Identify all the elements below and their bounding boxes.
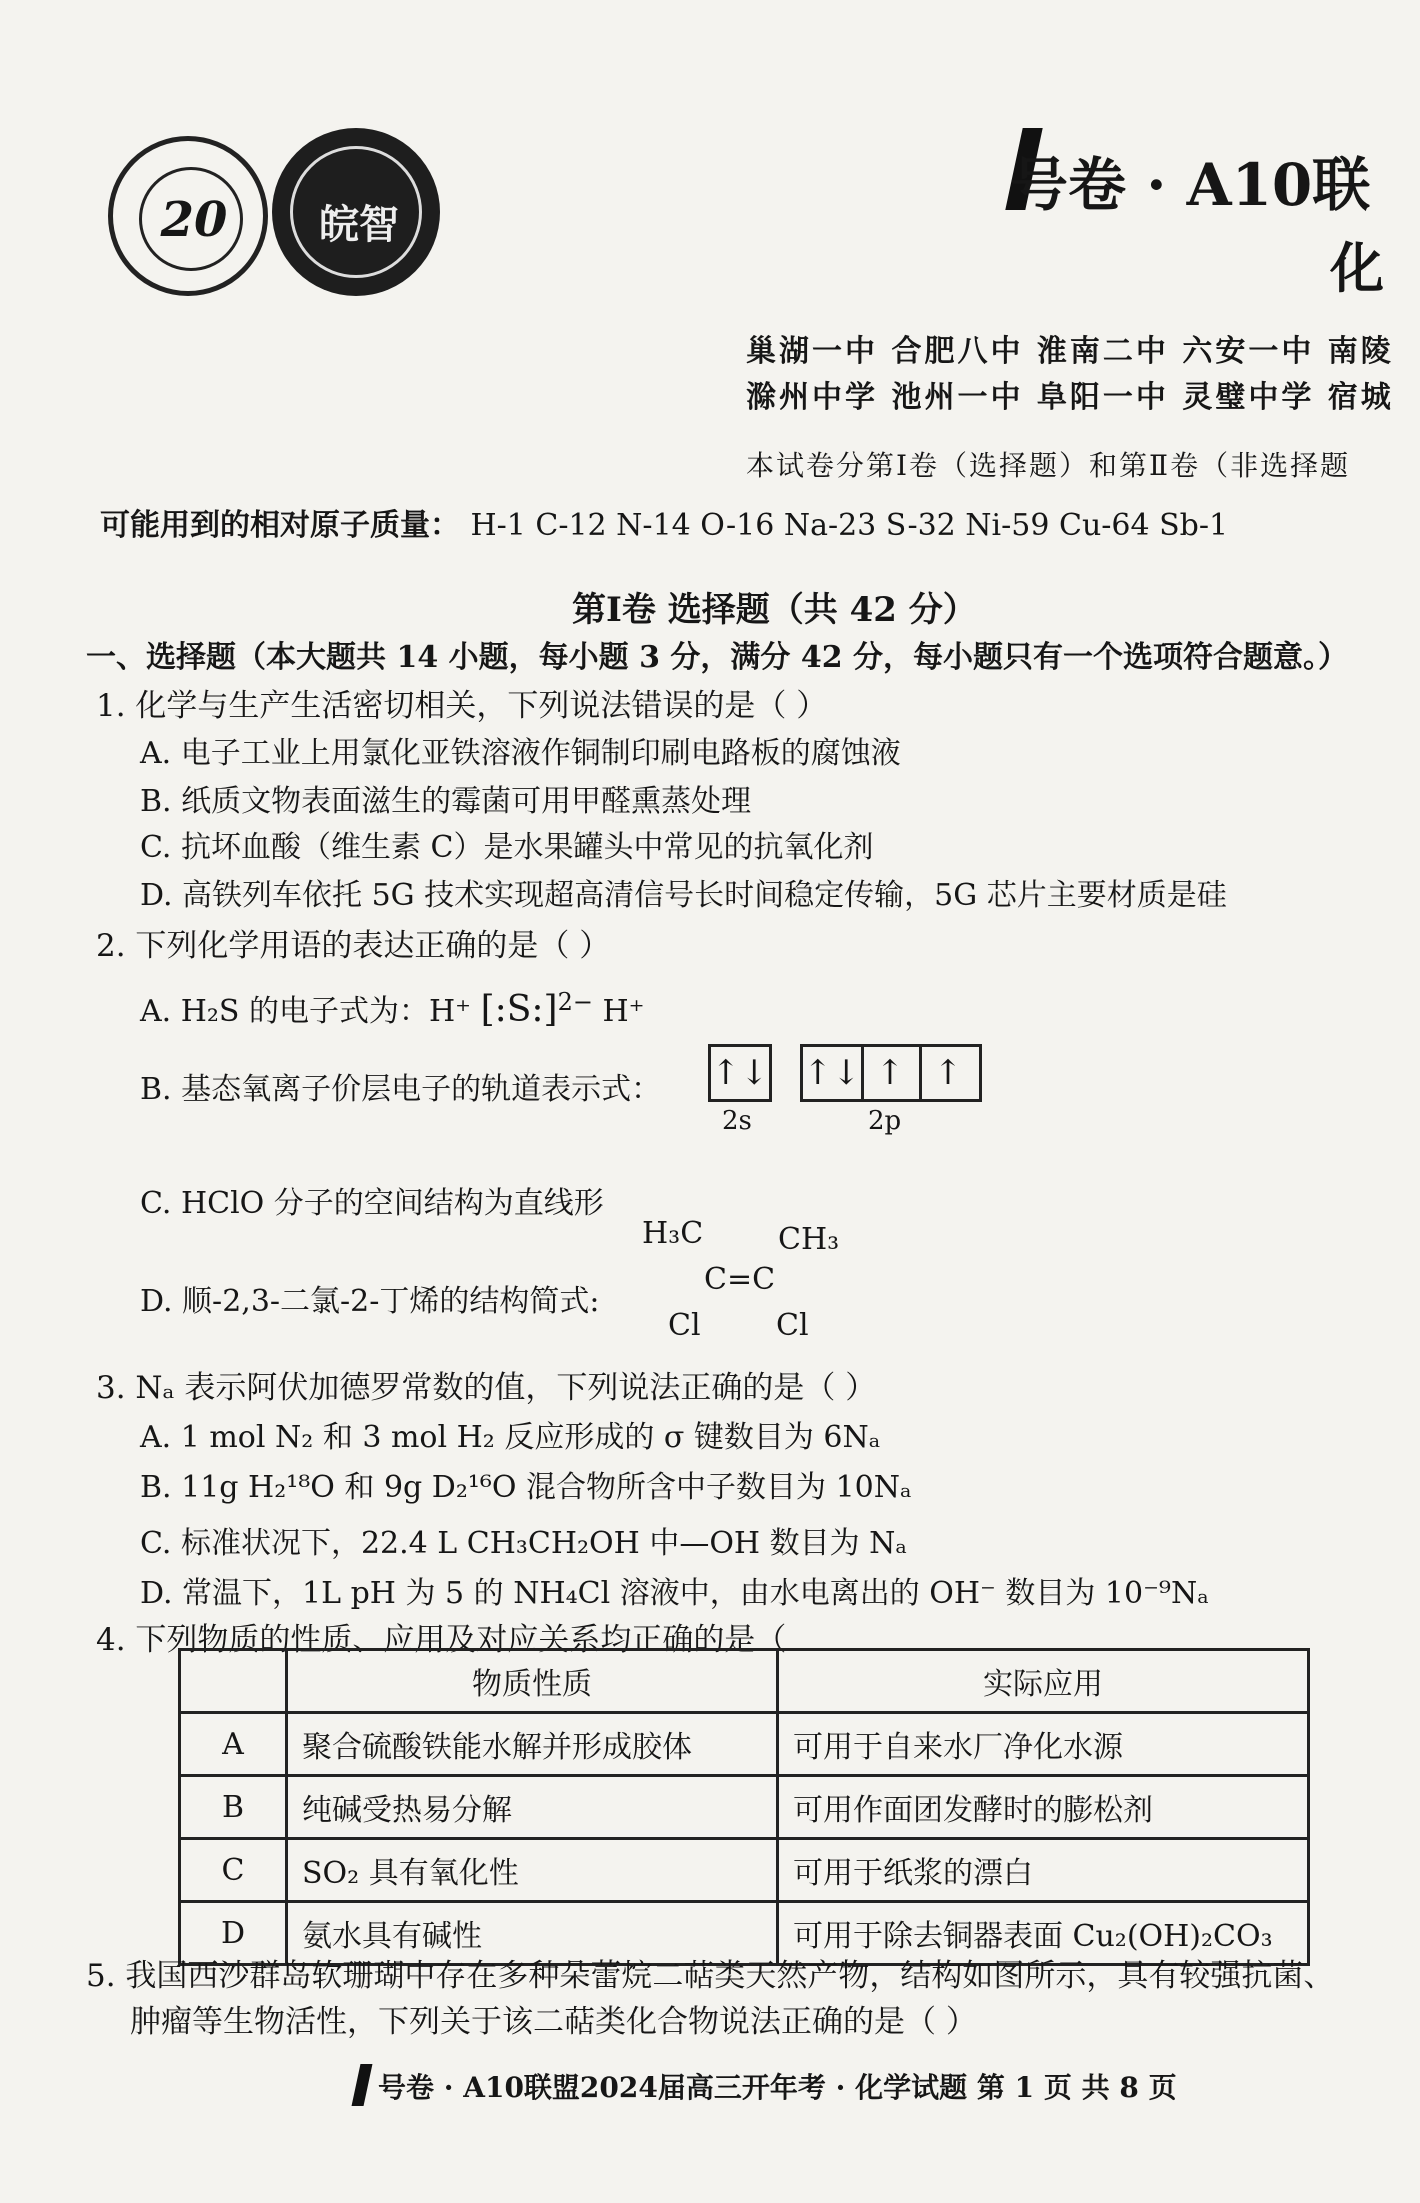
- table-cell-label: B: [180, 1776, 287, 1839]
- wanzhi-logo-ring: [290, 146, 422, 278]
- q3-option-b: B. 11g H₂¹⁸O 和 9g D₂¹⁶O 混合物所含中子数目为 10Nₐ: [140, 1470, 912, 1505]
- table-row: [180, 1839, 1309, 1902]
- q1-option-a: A. 电子工业上用氯化亚铁溶液作铜制印刷电路板的腐蚀液: [140, 736, 901, 771]
- q3-stem: 3. Nₐ 表示阿伏加德罗常数的值，下列说法正确的是（ ）: [96, 1370, 877, 1406]
- section-instruction: 一、选择题（本大题共 14 小题，每小题 3 分，满分 42 分，每小题只有一个选项符合题意。）: [86, 640, 1349, 675]
- q2-option-d: D. 顺-2,3-二氯-2-丁烯的结构简式:: [140, 1284, 600, 1319]
- q3-option-a: A. 1 mol N₂ 和 3 mol H₂ 反应形成的 σ 键数目为 6Nₐ: [140, 1420, 881, 1455]
- table-cell-label: D: [180, 1902, 287, 1965]
- table-cell-application: 可用于除去铜器表面 Cu₂(OH)₂CO₃: [778, 1902, 1309, 1965]
- footer-brand-bar-icon: [352, 2064, 373, 2106]
- page-footer: 号卷 · A10联盟2024届高三开年考 · 化学试题 第 1 页 共 8 页: [378, 2071, 1177, 2104]
- table-header-cell: 实际应用: [778, 1650, 1309, 1713]
- table-cell-application: 可用于自来水厂净化水源: [778, 1713, 1309, 1776]
- table-cell-application: 可用作面团发酵时的膨松剂: [778, 1776, 1309, 1839]
- table-cell-property: 纯碱受热易分解: [287, 1776, 778, 1839]
- exam-title: 号卷 · A10联: [1010, 151, 1371, 219]
- q2-a-charge: 2−: [557, 988, 593, 1016]
- table-cell-property: 聚合硫酸铁能水解并形成胶体: [287, 1713, 778, 1776]
- orbital-2p-box: [800, 1044, 982, 1102]
- properties-table: [178, 1648, 1310, 1966]
- q2-a-prefix: A. H₂S 的电子式为：H⁺: [140, 994, 472, 1029]
- table-row: [180, 1776, 1309, 1839]
- atomic-masses-label: 可能用到的相对原子质量：: [100, 508, 460, 543]
- q5-stem-line-1: 5. 我国西沙群岛软珊瑚中存在多种朵蕾烷二萜类天然产物，结构如图所示，具有较强抗菌、: [86, 1958, 1335, 1994]
- wanzhi-education-logo: [272, 128, 440, 296]
- atomic-masses-values: H-1 C-12 N-14 O-16 Na-23 S-32 Ni-59 Cu-64 Sb-1: [470, 508, 1229, 543]
- structure-top-right: CH₃: [778, 1222, 840, 1257]
- table-cell-application: 可用于纸浆的漂白: [778, 1839, 1309, 1902]
- table-header-cell: [180, 1650, 287, 1713]
- alliance-logo-ring: [139, 167, 243, 271]
- table-cell-label: C: [180, 1839, 287, 1902]
- structure-double-bond: C=C: [704, 1262, 776, 1297]
- structure-bottom-right: Cl: [776, 1308, 809, 1343]
- table-header-cell: 物质性质: [287, 1650, 778, 1713]
- q2-option-a: [140, 986, 645, 1030]
- orbital-2p-cell-2: ↑: [861, 1047, 922, 1099]
- orbital-2s-cell: ↑↓: [711, 1053, 769, 1093]
- q1-option-b: B. 纸质文物表面滋生的霉菌可用甲醛熏蒸处理: [140, 784, 752, 819]
- atomic-masses: [100, 500, 1228, 544]
- table-row: [180, 1713, 1309, 1776]
- table-header-row: [180, 1650, 1309, 1713]
- table-cell-property: SO₂ 具有氧化性: [287, 1839, 778, 1902]
- q1-option-c: C. 抗坏血酸（维生素 C）是水果罐头中常见的抗氧化剂: [140, 830, 874, 865]
- alliance-logo: [108, 136, 268, 296]
- exam-note: 本试卷分第Ⅰ卷（选择题）和第Ⅱ卷（非选择题: [746, 449, 1351, 482]
- q5-stem-line-2: 肿瘤等生物活性，下列关于该二萜类化合物说法正确的是（ ）: [130, 2004, 977, 2040]
- q2-a-formula: [:S:]: [480, 989, 558, 1030]
- q3-option-d: D. 常温下，1L pH 为 5 的 NH₄Cl 溶液中，由水电离出的 OH⁻ 数目为 10⁻⁹Nₐ: [140, 1576, 1209, 1611]
- orbital-2p-cell-3: ↑: [933, 1053, 963, 1093]
- alliance-logo-mark: 20: [160, 192, 228, 248]
- structure-top-left: H₃C: [642, 1216, 704, 1251]
- q1-option-d: D. 高铁列车依托 5G 技术实现超高清信号长时间稳定传输，5G 芯片主要材质是硅: [140, 878, 1227, 913]
- orbital-2s-box: [708, 1044, 772, 1102]
- orbital-2s-label: 2s: [722, 1106, 752, 1136]
- q2-stem: 2. 下列化学用语的表达正确的是（ ）: [96, 928, 611, 964]
- orbital-2p-label: 2p: [868, 1106, 902, 1136]
- exam-title-cut: 化: [1330, 236, 1384, 300]
- q3-option-c: C. 标准状况下，22.4 L CH₃CH₂OH 中—OH 数目为 Nₐ: [140, 1526, 907, 1561]
- q4-stem: 4. 下列物质的性质、应用及对应关系均正确的是（: [96, 1622, 787, 1658]
- wanzhi-logo-mark: 皖智: [319, 202, 399, 248]
- schools-row-1: 巢湖一中 合肥八中 淮南二中 六安一中 南陵: [746, 334, 1394, 369]
- q2-a-suffix: H⁺: [602, 994, 645, 1029]
- section-title: 第Ⅰ卷 选择题（共 42 分）: [572, 590, 977, 630]
- q2-option-b: B. 基态氧离子价层电子的轨道表示式：: [140, 1072, 662, 1107]
- table-cell-label: A: [180, 1713, 287, 1776]
- orbital-2p-cell-1: ↑↓: [803, 1047, 864, 1099]
- q1-stem: 1. 化学与生产生活密切相关，下列说法错误的是（ ）: [96, 688, 828, 724]
- q2-option-c: C. HClO 分子的空间结构为直线形: [140, 1186, 604, 1221]
- schools-row-2: 滁州中学 池州一中 阜阳一中 灵璧中学 宿城: [746, 380, 1394, 415]
- structure-bottom-left: Cl: [668, 1308, 701, 1343]
- table-cell-property: 氨水具有碱性: [287, 1902, 778, 1965]
